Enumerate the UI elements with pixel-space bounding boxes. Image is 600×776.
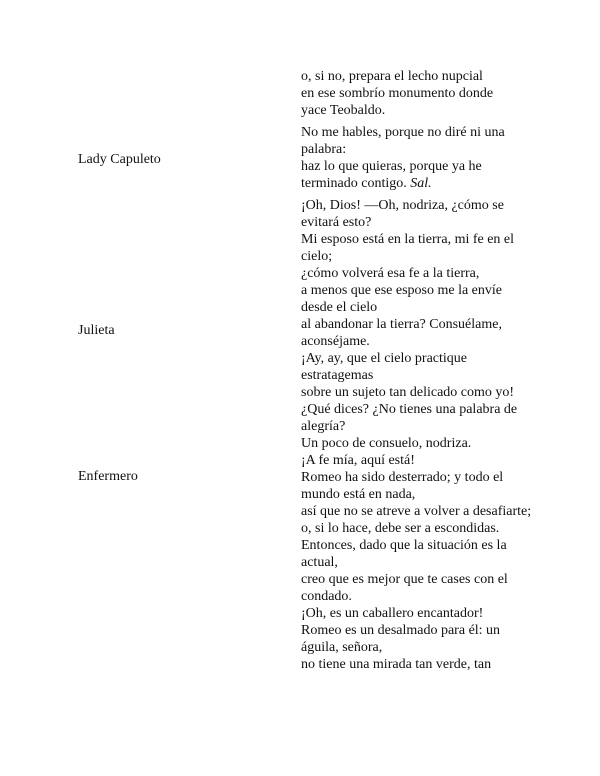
speaker-enfermero: Enfermero (78, 469, 138, 484)
dialogue-line: a menos que ese esposo me la envíe desde el cielo (301, 283, 502, 315)
dialogue-line: sobre un sujeto tan delicado como yo! (301, 385, 515, 400)
dialogue-line: creo que es mejor que te cases con el condado. (301, 572, 508, 604)
dialogue-line: ¡Oh, es un caballero encantador! (301, 606, 484, 621)
dialogue-line: ¿cómo volverá esa fe a la tierra, (301, 266, 480, 281)
dialogue-line: No me hables, porque no diré ni una palabra: (301, 125, 505, 157)
dialogue-line: ¡A fe mía, aquí está! (301, 453, 415, 468)
dialogue-line: o, si lo hace, debe ser a escondidas. (301, 521, 500, 536)
dialogue-line: ¡Ay, ay, que el cielo practique estratagemas (301, 351, 467, 383)
speaker-lady-capuleto: Lady Capuleto (78, 152, 161, 167)
dialogue-line: ¿Qué dices? ¿No tienes una palabra de alegría? (301, 402, 518, 434)
speaker-julieta: Julieta (78, 323, 115, 338)
dialogue-line: Mi esposo está en la tierra, mi fe en el cielo; (301, 232, 515, 264)
dialogue-line (301, 158, 533, 192)
dialogue-line: Romeo es un desalmado para él: un águila, señora, (301, 623, 501, 655)
dialogue-column (301, 68, 533, 673)
dialogue-line: en ese sombrío monumento donde (301, 86, 494, 101)
dialogue-line: así que no se atreve a volver a desafiarte; (301, 504, 532, 519)
dialogue-line: Romeo ha sido desterrado; y todo el mundo está en nada, (301, 470, 504, 502)
dialogue-line: Un poco de consuelo, nodriza. (301, 436, 472, 451)
dialogue-line: ¡Oh, Dios! —Oh, nodriza, ¿cómo se evitará esto? (301, 198, 504, 230)
dialogue-line: Entonces, dado que la situación es la actual, (301, 538, 507, 570)
stage-direction: Sal. (410, 176, 432, 191)
dialogue-line: no tiene una mirada tan verde, tan (301, 657, 492, 672)
dialogue-line: al abandonar la tierra? Consuélame, aconséjame. (301, 317, 502, 349)
dialogue-line: o, si no, prepara el lecho nupcial (301, 69, 483, 84)
dialogue-line: yace Teobaldo. (301, 103, 386, 118)
dialogue-text: haz lo que quieras, porque ya he terminado contigo. (301, 159, 482, 191)
